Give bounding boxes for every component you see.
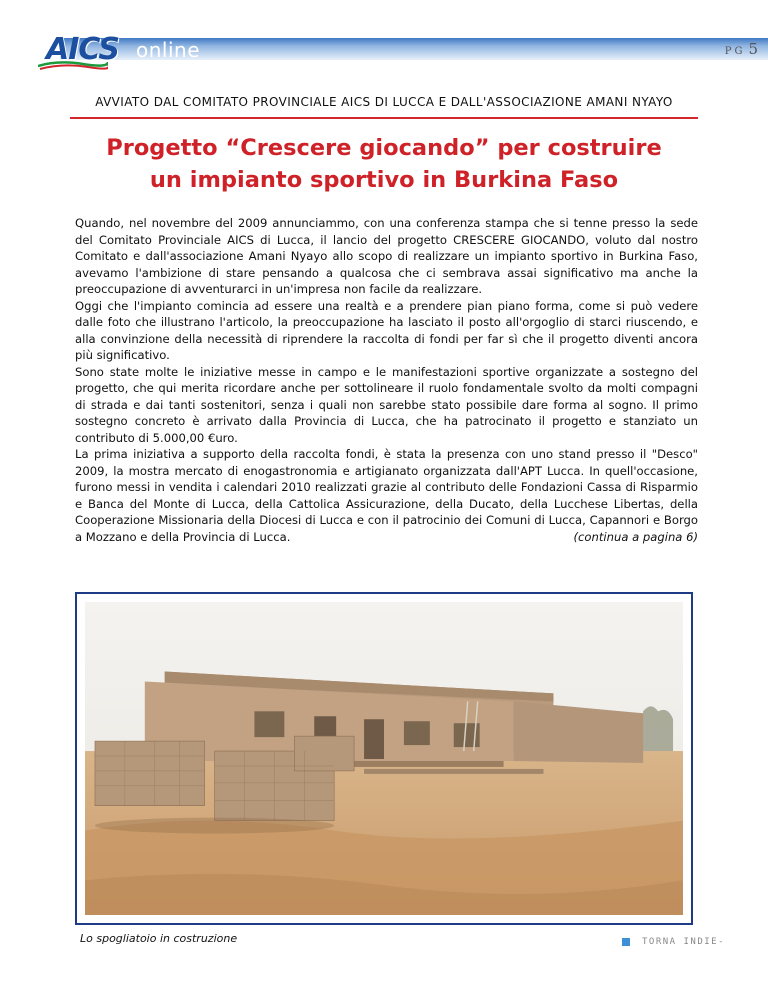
article-title bbox=[70, 132, 698, 196]
logo-suffix: online bbox=[136, 38, 201, 62]
photo-frame bbox=[75, 592, 693, 925]
construction-photo-image bbox=[85, 602, 683, 915]
torna-indice-link[interactable] bbox=[622, 937, 725, 947]
continua-link[interactable]: (continua a pagina 6) bbox=[573, 529, 698, 544]
photo-caption: Lo spogliatoio in costruzione bbox=[80, 932, 238, 945]
square-bullet-icon bbox=[622, 938, 630, 946]
article-paragraph-1: Quando, nel novembre del 2009 annunciammo, con una conferenza stampa che si tenne presso la sede del Comitato Provinciale AICS di Lucca, il lancio del progetto CRESCERE GIOCANDO, voluto dal nostro Comitato e dall'associazione Amani Nyayo allo scopo di realizzare un impianto sportivo in Burkina Faso, avevamo l'ambizione di stare pensando a qualcosa che ci sembrava assai significativo ma anche la preoccupazione di avventurarci in un'impresa non facile da realizzare. bbox=[75, 216, 698, 296]
article-paragraph-4-text: La prima iniziativa a supporto della raccolta fondi, è stata la presenza con uno stand presso il "Desco" 2009, la mostra mercato di enogastronomia e artigianato organizzata dall'APT Lucca. In quell'occasione, furono messi in vendita i calendari 2010 realizzati grazie al contributo delle Fondazioni Cassa di Risparmio e Banca del Monte di Lucca, della Cattolica Assicurazione, della Ducato, della Lucchese Libertas, della Cooperazione Missionaria della Diocesi di Lucca e con il patrocinio dei Comuni di Lucca, Capannori e Borgo a Mozzano e della Provincia di Lucca. bbox=[75, 447, 698, 544]
article-kicker: AVVIATO DAL COMITATO PROVINCIALE AICS DI LUCCA E DALL'ASSOCIAZIONE AMANI NYAYO bbox=[95, 95, 673, 109]
logo-brand: AICS bbox=[46, 32, 119, 67]
article-paragraph-3: Sono state molte le iniziative messe in campo e le manifestazioni sportive organizzate a sostegno del progetto, che qui merita ricordare anche per sottolineare il ruolo fondamentale svolto da molti compagni di strada e dai tanti sostenitori, senza i quali non sarebbe stato possibile dare forma al sogno. Il primo sostegno concreto è arrivato dalla Provincia di Lucca, che ha patrocinato il progetto e stanziato un contributo di 5.000,00 €uro. bbox=[75, 364, 698, 445]
torna-indice-label: TORNA INDIE- bbox=[642, 937, 726, 947]
article-paragraph-2: Oggi che l'impianto comincia ad essere una realtà e a prendere pian piano forma, come si può vedere dalle foto che illustrano l'articolo, la preoccupazione ha lasciato il posto all'orgoglio di starci riuscendo, e alla convinzione della necessità di riprendere la raccolta di fondi per far sì che il progetto diventi ancora più significativo. bbox=[75, 298, 698, 362]
article-title-line-1: Progetto “Crescere giocando” per costruire bbox=[106, 135, 662, 161]
page-number-value: 5 bbox=[748, 40, 758, 58]
aics-online-logo bbox=[38, 32, 201, 72]
article-paragraph-4 bbox=[75, 446, 698, 545]
article-body bbox=[75, 215, 698, 545]
red-divider bbox=[70, 117, 698, 119]
construction-photo bbox=[85, 602, 683, 915]
page-label: PG bbox=[724, 46, 746, 57]
article-title-line-2: un impianto sportivo in Burkina Faso bbox=[149, 167, 619, 193]
page-number bbox=[725, 40, 758, 58]
header-band bbox=[0, 30, 768, 72]
